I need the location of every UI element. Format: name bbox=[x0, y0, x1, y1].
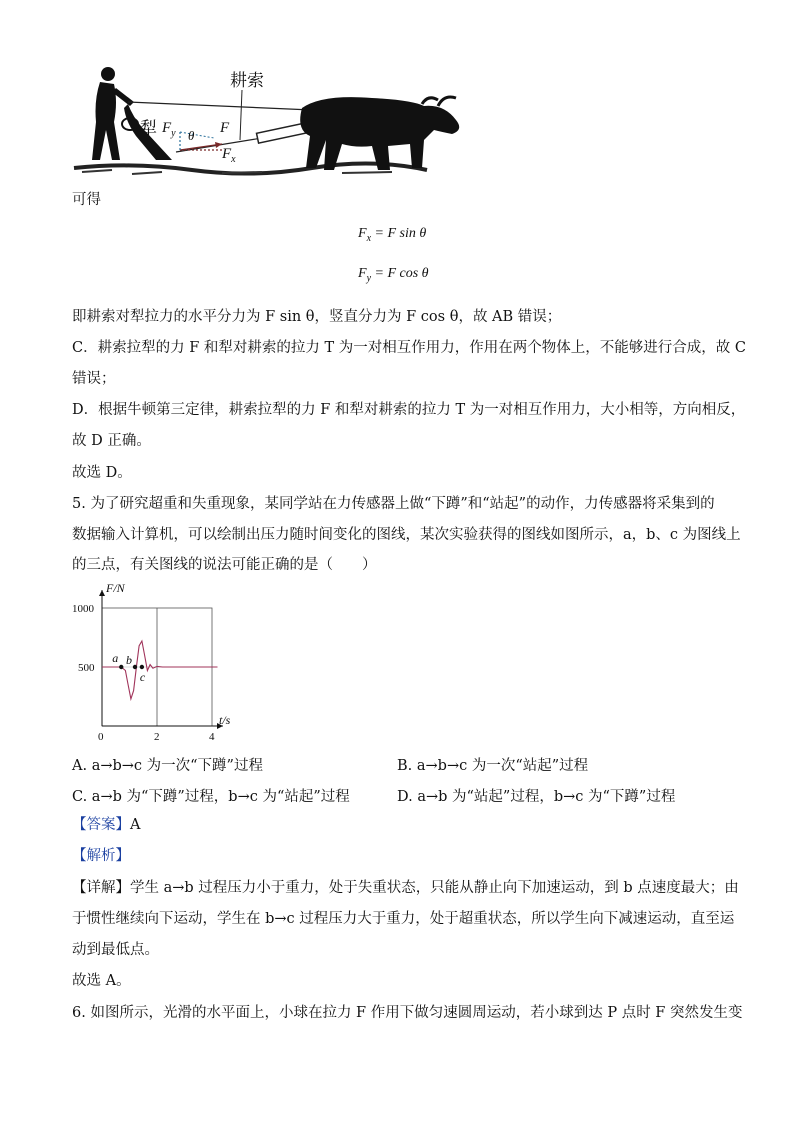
eq2-sub: y bbox=[366, 272, 372, 284]
eq1-lhs: F bbox=[358, 226, 367, 241]
fx-label-main: F bbox=[222, 146, 232, 162]
x-tick-2: 2 bbox=[154, 731, 160, 743]
answer-line bbox=[72, 815, 140, 835]
point-a bbox=[119, 665, 123, 669]
plowing-illustration bbox=[72, 60, 472, 180]
eq2-lhs: F bbox=[358, 266, 367, 281]
text-line-4: 错误； bbox=[72, 371, 116, 387]
text-line-3: C．耕索拉犁的力 F 和犁对耕索的拉力 T 为一对相互作用力，作用在两个物体上，不能够进行合成，故 C bbox=[72, 340, 746, 356]
option-b: B. a→b→c 为一次“站起”过程 bbox=[397, 758, 589, 774]
detail-line-2: 于惯性继续向下运动，学生在 b→c 过程压力大于重力，处于超重状态，所以学生向下减速运动，直至运 bbox=[72, 911, 735, 927]
question-6-line-1: 6. 如图所示，光滑的水平面上，小球在拉力 F 作用下做匀速圆周运动，若小球到达 P 点时 F 突然发生变 bbox=[72, 1005, 743, 1021]
answer-tag: 【答案】 bbox=[72, 817, 130, 833]
fy-label-main: F bbox=[162, 120, 172, 136]
text-line-2: 即耕索对犁拉力的水平分力为 F sin θ，竖直分力为 F cos θ，故 AB 错误； bbox=[72, 309, 562, 325]
force-series-line bbox=[102, 641, 218, 699]
rope-label: 耕索 bbox=[230, 71, 264, 91]
fx-label bbox=[222, 146, 236, 165]
option-a: A. a→b→c 为一次“下蹲”过程 bbox=[72, 758, 263, 774]
y-axis-label: F/N bbox=[106, 581, 125, 595]
eq2-rhs: = F cos θ bbox=[371, 266, 429, 281]
analysis-tag: 【解析】 bbox=[72, 848, 130, 864]
f-label: F bbox=[220, 120, 230, 136]
eq1-sub: x bbox=[366, 232, 372, 244]
point-b bbox=[133, 665, 137, 669]
analysis-line bbox=[72, 846, 130, 866]
point-label-a: a bbox=[112, 651, 119, 665]
equation-fx bbox=[358, 226, 426, 244]
plow-label: 犁 bbox=[140, 119, 157, 139]
eq1-rhs: = F sin θ bbox=[371, 226, 427, 241]
text-line-6: 故 D 正确。 bbox=[72, 433, 151, 449]
option-d: D. a→b 为“站起”过程，b→c 为“下蹲”过程 bbox=[397, 789, 676, 805]
point-c bbox=[140, 665, 144, 669]
x-tick-4: 4 bbox=[209, 731, 215, 743]
detail-tag: 【详解】 bbox=[72, 880, 130, 896]
equation-fy bbox=[358, 266, 429, 284]
question-5-line-3: 的三点，有关图线的说法可能正确的是（ ） bbox=[72, 557, 377, 573]
fx-label-sub: x bbox=[231, 154, 236, 165]
fy-label-sub: y bbox=[171, 128, 176, 139]
option-c: C. a→b 为“下蹲”过程，b→c 为“站起”过程 bbox=[72, 789, 350, 805]
point-label-b: b bbox=[126, 653, 132, 667]
question-5-line-2: 数据输入计算机，可以绘制出压力随时间变化的图线，某次实验获得的图线如图所示，a，b、c 为图线上 bbox=[72, 527, 741, 543]
force-time-chart-svg bbox=[70, 578, 260, 748]
point-label-c: c bbox=[139, 670, 146, 684]
detail-line-1 bbox=[72, 878, 739, 898]
detail-text-1: 学生 a→b 过程压力小于重力，处于失重状态，只能从静止向下加速运动，到 b 点速度最大；由 bbox=[130, 880, 739, 896]
fy-label bbox=[162, 120, 176, 139]
text-line-5: D．根据牛顿第三定律，耕索拉犁的力 F 和犁对耕索的拉力 T 为一对相互作用力，大小相等，方向相反， bbox=[72, 402, 746, 418]
detail-line-3: 动到最低点。 bbox=[72, 942, 159, 958]
x-axis-label: t/s bbox=[219, 713, 231, 727]
force-time-chart bbox=[70, 578, 260, 748]
question-5-line-1: 5. 为了研究超重和失重现象，某同学站在力传感器上做“下蹲”和“站起”的动作，力传感器将采集到的 bbox=[72, 496, 715, 512]
x-tick-0: 0 bbox=[98, 731, 104, 743]
text-line-1: 可得 bbox=[72, 192, 101, 208]
answer-value: A bbox=[130, 817, 141, 833]
y-tick-500: 500 bbox=[78, 662, 95, 674]
theta-label: θ bbox=[188, 128, 195, 143]
text-line-7: 故选 D。 bbox=[72, 465, 132, 481]
y-tick-1000: 1000 bbox=[72, 603, 94, 615]
y-axis-arrow bbox=[99, 590, 105, 596]
text-line-8: 故选 A。 bbox=[72, 973, 131, 989]
plowing-figure bbox=[72, 60, 472, 180]
